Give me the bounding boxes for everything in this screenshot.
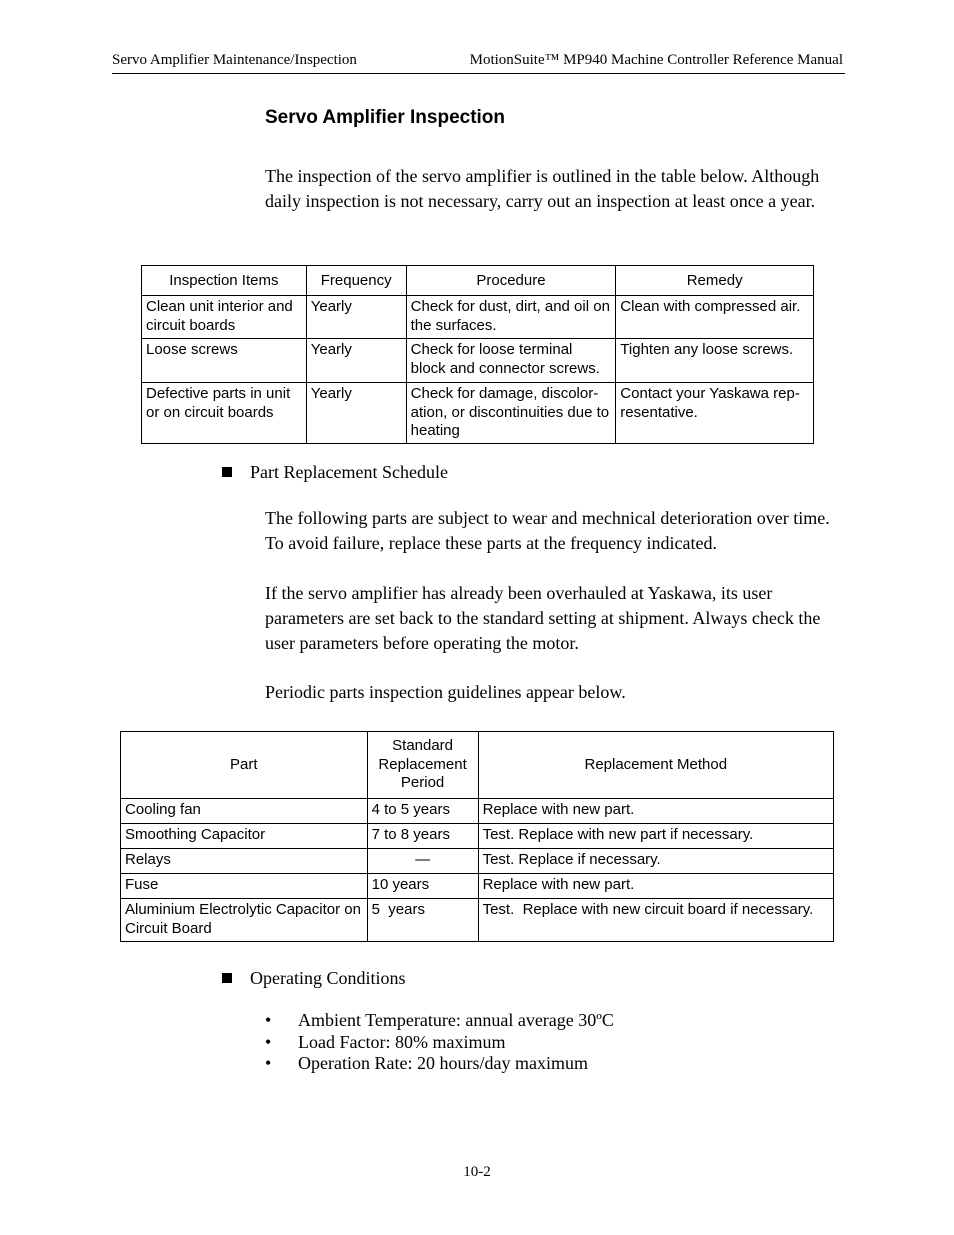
operating-conditions-heading-text: Operating Conditions	[250, 968, 406, 988]
list-item-text: Ambient Temperature: annual average 30ºC	[298, 1010, 614, 1030]
table-row	[142, 296, 814, 339]
table-cell: Check for dust, dirt, and oil on the surfaces.	[406, 296, 616, 339]
operating-conditions-heading	[222, 968, 406, 989]
table-cell: Test. Replace if necessary.	[478, 849, 833, 874]
inspection-table	[141, 265, 814, 444]
list-item	[265, 1010, 614, 1032]
bullet-dot-icon: •	[265, 1053, 272, 1073]
column-header: Procedure	[406, 266, 616, 296]
bullet-dot-icon: •	[265, 1010, 272, 1030]
part-replacement-paragraph-1: The following parts are subject to wear and mechnical deterioration over time. To avoid failure, replace these parts at the frequency indicated.	[265, 508, 830, 553]
table-header-row	[121, 732, 834, 799]
table-row	[121, 799, 834, 824]
column-header: Standard Replacement Period	[367, 732, 478, 799]
part-replacement-heading	[222, 462, 448, 483]
part-replacement-paragraph-3: Periodic parts inspection guidelines appear below.	[265, 682, 626, 702]
table-cell: Aluminium Electrolytic Capacitor on Circuit Board	[121, 899, 368, 942]
table-cell: 7 to 8 years	[367, 824, 478, 849]
table-cell: Clean unit interior and circuit boards	[142, 296, 307, 339]
page-header	[112, 51, 845, 74]
table-cell: Test. Replace with new circuit board if necessary.	[478, 899, 833, 942]
square-bullet-icon	[222, 467, 232, 477]
table-cell: Check for damage, discolor-ation, or discontinuities due to heating	[406, 383, 616, 444]
list-item-text: Load Factor: 80% maximum	[298, 1031, 506, 1052]
table-cell: Defective parts in unit or on circuit boards	[142, 383, 307, 444]
table-cell: Yearly	[306, 339, 406, 383]
column-header: Inspection Items	[142, 266, 307, 296]
part-replacement-heading-text: Part Replacement Schedule	[250, 462, 448, 482]
table-cell: Relays	[121, 849, 368, 874]
table-cell: Cooling fan	[121, 799, 368, 824]
table-cell: Replace with new part.	[478, 874, 833, 899]
table-cell: Check for loose terminal block and connector screws.	[406, 339, 616, 383]
table-cell: Loose screws	[142, 339, 307, 383]
table-cell: Fuse	[121, 874, 368, 899]
table-cell: —	[367, 849, 478, 874]
table-cell: 10 years	[367, 874, 478, 899]
table-cell: Yearly	[306, 296, 406, 339]
list-item-text: Operation Rate: 20 hours/day maximum	[298, 1053, 588, 1073]
table-cell: 5 years	[367, 899, 478, 942]
part-replacement-paragraph-2: If the servo amplifier has already been overhauled at Yaskawa, its user parameters are set back to the standard setting at shipment. Always check the user parameters before operating the motor.	[265, 583, 821, 653]
bullet-dot-icon: •	[265, 1031, 272, 1052]
table-cell: Clean with compressed air.	[616, 296, 814, 339]
table-cell: Test. Replace with new part if necessary.	[478, 824, 833, 849]
table-row	[121, 899, 834, 942]
table-row	[142, 339, 814, 383]
table-row	[121, 874, 834, 899]
table-row	[142, 383, 814, 444]
parts-table	[120, 731, 834, 942]
operating-conditions-list	[265, 1010, 614, 1075]
column-header: Frequency	[306, 266, 406, 296]
list-item	[265, 1032, 614, 1054]
table-cell: Yearly	[306, 383, 406, 444]
table-row	[121, 849, 834, 874]
table-cell: Smoothing Capacitor	[121, 824, 368, 849]
column-header: Part	[121, 732, 368, 799]
page-number: 10-2	[463, 1164, 491, 1180]
table-cell: Contact your Yaskawa rep-resentative.	[616, 383, 814, 444]
section-title: Servo Amplifier Inspection	[265, 107, 506, 128]
table-row	[121, 824, 834, 849]
table-cell: Tighten any loose screws.	[616, 339, 814, 383]
table-cell: Replace with new part.	[478, 799, 833, 824]
column-header: Replacement Method	[478, 732, 833, 799]
intro-paragraph: The inspection of the servo amplifier is outlined in the table below. Although daily inspection is not necessary, carry out an inspection at least once a year.	[265, 166, 820, 211]
header-manual-title: MotionSuite™ MP940 Machine Controller Reference Manual	[469, 52, 843, 68]
table-cell: 4 to 5 years	[367, 799, 478, 824]
header-section-title: Servo Amplifier Maintenance/Inspection	[112, 52, 357, 68]
list-item	[265, 1053, 614, 1075]
table-header-row	[142, 266, 814, 296]
column-header: Remedy	[616, 266, 814, 296]
square-bullet-icon	[222, 973, 232, 983]
